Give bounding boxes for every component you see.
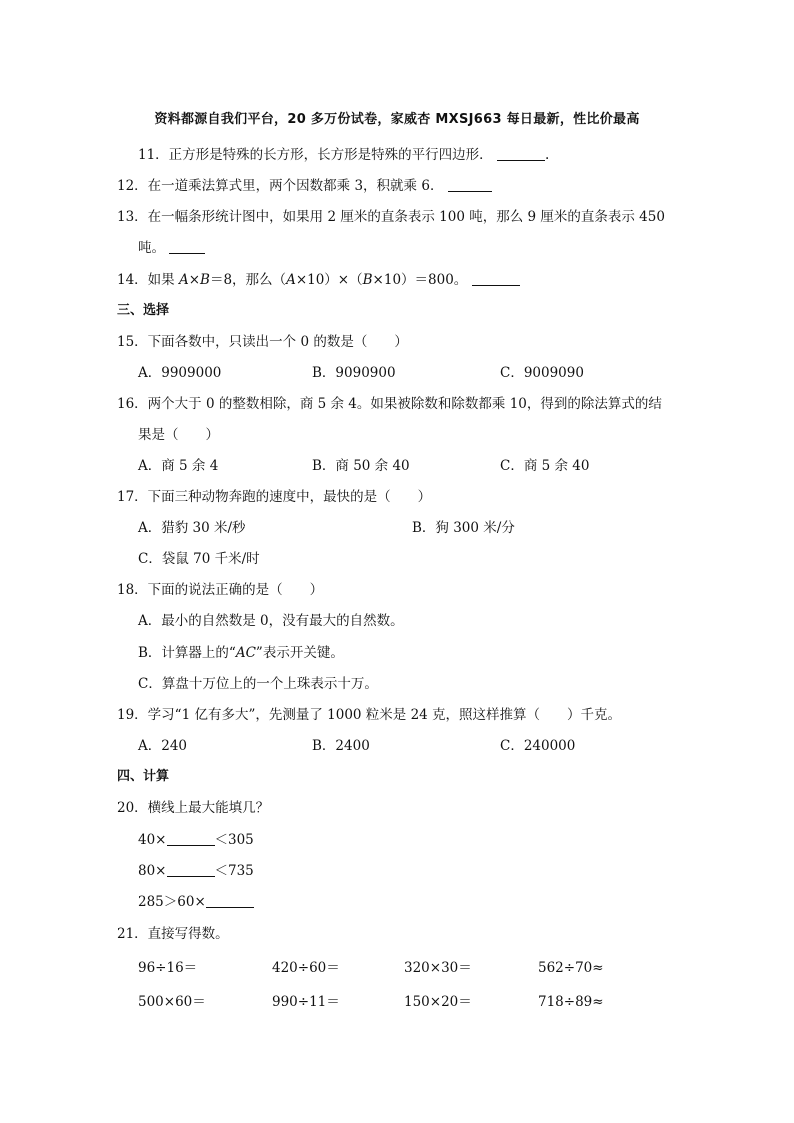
question-20-item-1 — [138, 830, 254, 850]
section-heading-choice: 三、选择 — [117, 303, 170, 318]
option-16-c[interactable]: C．商 5 余 40 — [500, 458, 590, 474]
option-17-b[interactable]: B．狗 300 米/分 — [412, 520, 515, 536]
variable-b-2: B — [362, 272, 373, 288]
question-14-middle: ＝8，那么（ — [209, 272, 287, 288]
question-16-line1: 16．两个大于 0 的整数相除，商 5 余 4。如果被除数和除数都乘 10，得到的除法算式的结 — [117, 396, 662, 412]
calc-item[interactable]: 990÷11＝ — [272, 994, 340, 1010]
option-18-b[interactable] — [138, 643, 344, 663]
answer-blank-11[interactable] — [497, 146, 545, 161]
question-11-text: 11．正方形是特殊的长方形，长方形是特殊的平行四边形． — [138, 147, 493, 163]
calc-item[interactable]: 500×60＝ — [138, 994, 206, 1010]
question-21: 21．直接写得数。 — [117, 926, 229, 942]
question-13-line2 — [138, 238, 205, 258]
q20-item-3-left: 285＞60× — [138, 894, 206, 910]
question-13-line1: 13．在一幅条形统计图中，如果用 2 厘米的直条表示 100 吨，那么 9 厘米的直条表示 450 — [117, 209, 665, 225]
answer-blank-20-1[interactable] — [167, 831, 215, 846]
option-18-c[interactable]: C．算盘十万位上的一个上珠表示十万。 — [138, 676, 378, 692]
ac-key-label: AC — [235, 645, 256, 661]
variable-a-2: A — [286, 272, 296, 288]
q20-item-2-right: ＜735 — [214, 863, 254, 879]
calc-item[interactable]: 96÷16＝ — [138, 960, 198, 976]
option-18-b-prefix: B．计算器上的“ — [138, 645, 236, 661]
question-14-middle-2: ×10）×（ — [295, 272, 363, 288]
calc-item[interactable]: 562÷70≈ — [538, 960, 604, 976]
option-19-a[interactable]: A．240 — [138, 738, 188, 754]
calc-item[interactable]: 718÷89≈ — [538, 994, 604, 1010]
question-13-text-end: 吨。 — [138, 240, 165, 256]
question-11 — [138, 145, 549, 165]
variable-a: A — [178, 272, 189, 288]
calc-item[interactable]: 420÷60＝ — [272, 960, 340, 976]
answer-blank-20-3[interactable] — [206, 893, 254, 908]
question-14-prefix: 14．如果 — [117, 272, 179, 288]
question-17: 17．下面三种动物奔跑的速度中，最快的是（ ） — [117, 489, 432, 505]
calc-item[interactable]: 150×20＝ — [404, 994, 472, 1010]
answer-blank-20-2[interactable] — [167, 862, 215, 877]
question-20: 20．横线上最大能填几？ — [117, 800, 270, 816]
q20-item-1-left: 40× — [138, 832, 167, 848]
question-12 — [117, 176, 492, 196]
question-18: 18．下面的说法正确的是（ ） — [117, 582, 324, 598]
times-sign: × — [188, 272, 201, 288]
option-17-c[interactable]: C．袋鼠 70 千米/时 — [138, 551, 260, 567]
calc-item[interactable]: 320×30＝ — [404, 960, 472, 976]
question-16-line2: 果是（ ） — [138, 427, 219, 443]
answer-blank-14[interactable] — [472, 271, 520, 286]
answer-blank-13[interactable] — [169, 239, 205, 254]
question-15: 15．下面各数中，只读出一个 0 的数是（ ） — [117, 334, 408, 350]
option-15-a[interactable]: A．9909000 — [138, 365, 222, 381]
option-17-a[interactable]: A．猎豹 30 米/秒 — [138, 520, 246, 536]
question-11-period: . — [544, 147, 550, 163]
q20-item-1-right: ＜305 — [214, 832, 254, 848]
answer-blank-12[interactable] — [448, 177, 492, 192]
page-header-banner: 资料都源自我们平台，20 多万份试卷，家威杏 MXSJ663 每日最新，性比价最高 — [154, 112, 640, 127]
section-heading-calculation: 四、计算 — [117, 769, 170, 784]
q20-item-2-left: 80× — [138, 863, 167, 879]
option-19-c[interactable]: C．240000 — [500, 738, 576, 754]
question-14 — [117, 270, 520, 290]
option-19-b[interactable]: B．2400 — [312, 738, 370, 754]
option-15-b[interactable]: B．9090900 — [312, 365, 396, 381]
option-15-c[interactable]: C．9009090 — [500, 365, 584, 381]
option-16-b[interactable]: B．商 50 余 40 — [312, 458, 410, 474]
question-20-item-3 — [138, 892, 254, 912]
question-19: 19．学习“1 亿有多大”，先测量了 1000 粒米是 24 克，照这样推算（ ）千克。 — [117, 707, 622, 723]
option-16-a[interactable]: A．商 5 余 4 — [138, 458, 219, 474]
question-20-item-2 — [138, 861, 254, 881]
question-12-text: 12．在一道乘法算式里，两个因数都乘 3，积就乘 6． — [117, 178, 444, 194]
question-14-suffix: ×10）＝800。 — [372, 272, 468, 288]
option-18-a[interactable]: A．最小的自然数是 0，没有最大的自然数。 — [138, 613, 404, 629]
variable-b: B — [200, 272, 210, 288]
option-18-b-suffix: ”表示开关键。 — [255, 645, 344, 661]
